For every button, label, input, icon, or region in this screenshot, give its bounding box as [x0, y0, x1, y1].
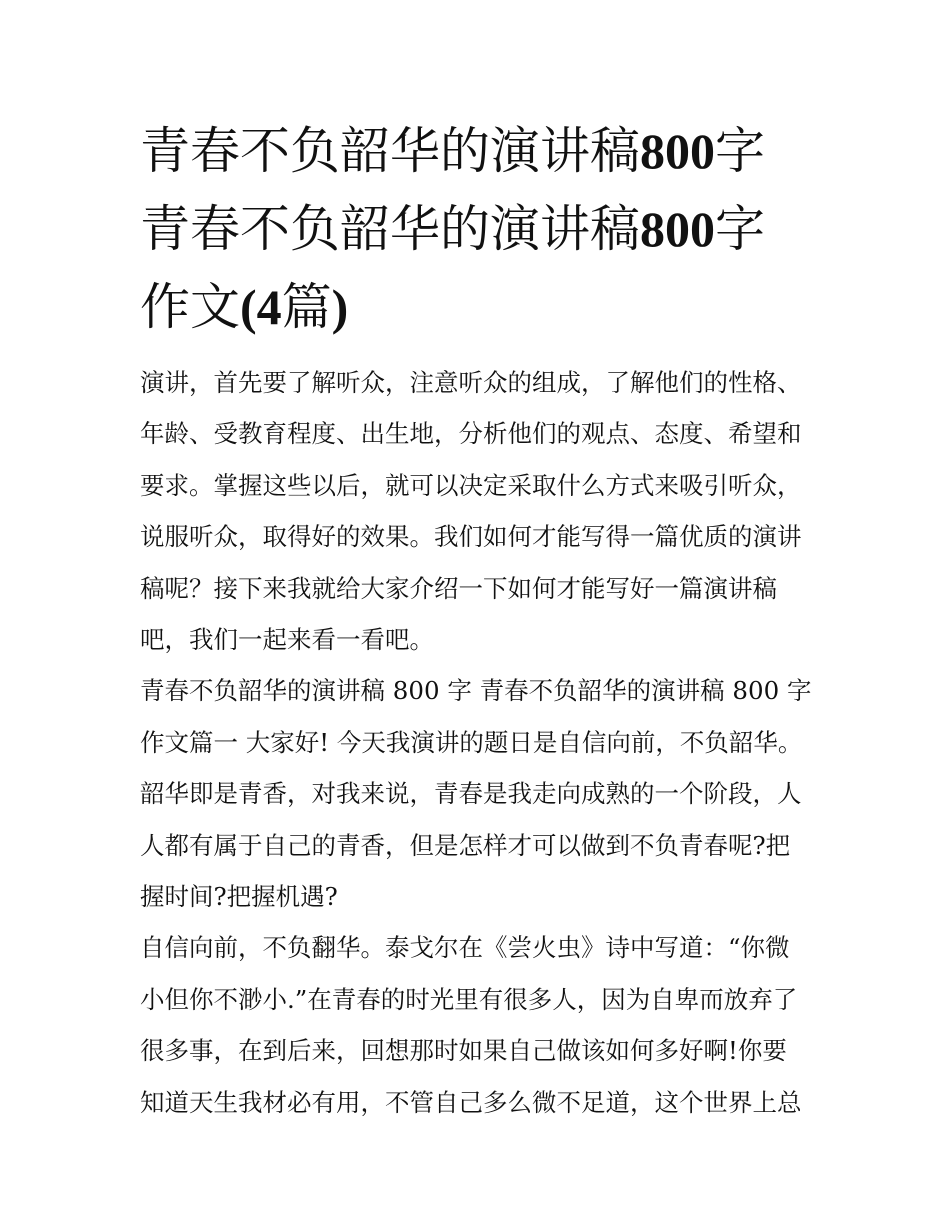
title-line-1 — [140, 112, 830, 190]
title-line-3-end: ) — [331, 279, 349, 335]
paragraph-line: 自信向前，不负翻华。泰戈尔在《尝火虫》诗中写道：“你微 — [140, 933, 790, 963]
title-line-1-number: 800 — [640, 123, 715, 179]
title-line-2-text: 青春不负韶华的演讲稿 — [140, 200, 640, 258]
title-line-1-text: 青春不负韶华的演讲稿 — [140, 122, 640, 180]
paragraph-line: 青春不负韶华的演讲稿 800 字 青春不负韶华的演讲稿 800 字 — [140, 676, 812, 706]
paragraph-confidence — [140, 922, 820, 1128]
paragraph-essay-one-opening — [140, 665, 820, 922]
paragraph-line: 年龄、受教育程度、出生地，分析他们的观点、态度、希望和 — [140, 419, 802, 449]
title-line-3 — [140, 268, 830, 346]
document-body — [140, 357, 820, 1128]
paragraph-line: 知道天生我材必有用，不管自己多么微不足道，这个世界上总 — [140, 1087, 802, 1117]
title-line-3-text: 作文 — [140, 278, 240, 336]
paragraph-line: 人都有属于自己的青香，但是怎样才可以做到不负青春呢?把 — [140, 830, 791, 860]
paragraph-line: 小但你不渺小.”在青春的时光里有很多人，因为自卑而放弃了 — [140, 984, 798, 1014]
paragraph-line: 吧，我们一起来看一看吧。 — [140, 625, 434, 655]
document-title — [140, 112, 830, 346]
paragraph-line: 说服听众，取得好的效果。我们如何才能写得一篇优质的演讲 — [140, 522, 802, 552]
title-line-3-mid: 篇 — [281, 278, 332, 336]
paragraph-intro — [140, 357, 820, 665]
paragraph-line: 握时间?把握机遇? — [140, 882, 338, 912]
paragraph-line: 韶华即是青香，对我来说，青春是我走向成熟的一个阶段，人 — [140, 779, 802, 809]
paragraph-line: 要求。掌握这些以后，就可以决定采取什么方式来吸引听众， — [140, 470, 802, 500]
title-line-2 — [140, 190, 830, 268]
paragraph-line: 演讲，首先要了解听众，注意听众的组成，了解他们的性格、 — [140, 368, 802, 397]
title-line-2-number: 800 — [640, 201, 715, 257]
title-line-3-count: (4 — [240, 279, 282, 335]
paragraph-line: 很多事，在到后来，回想那时如果自己做该如何多好啊!你要 — [140, 1036, 787, 1066]
title-line-1-end: 字 — [715, 122, 765, 180]
paragraph-line: 作文篇一 大家好! 今天我演讲的题日是自信向前，不负韶华。 — [140, 727, 803, 757]
paragraph-line: 稿呢？接下来我就给大家介绍一下如何才能写好一篇演讲稿 — [140, 573, 777, 603]
title-line-2-end: 字 — [715, 200, 765, 258]
